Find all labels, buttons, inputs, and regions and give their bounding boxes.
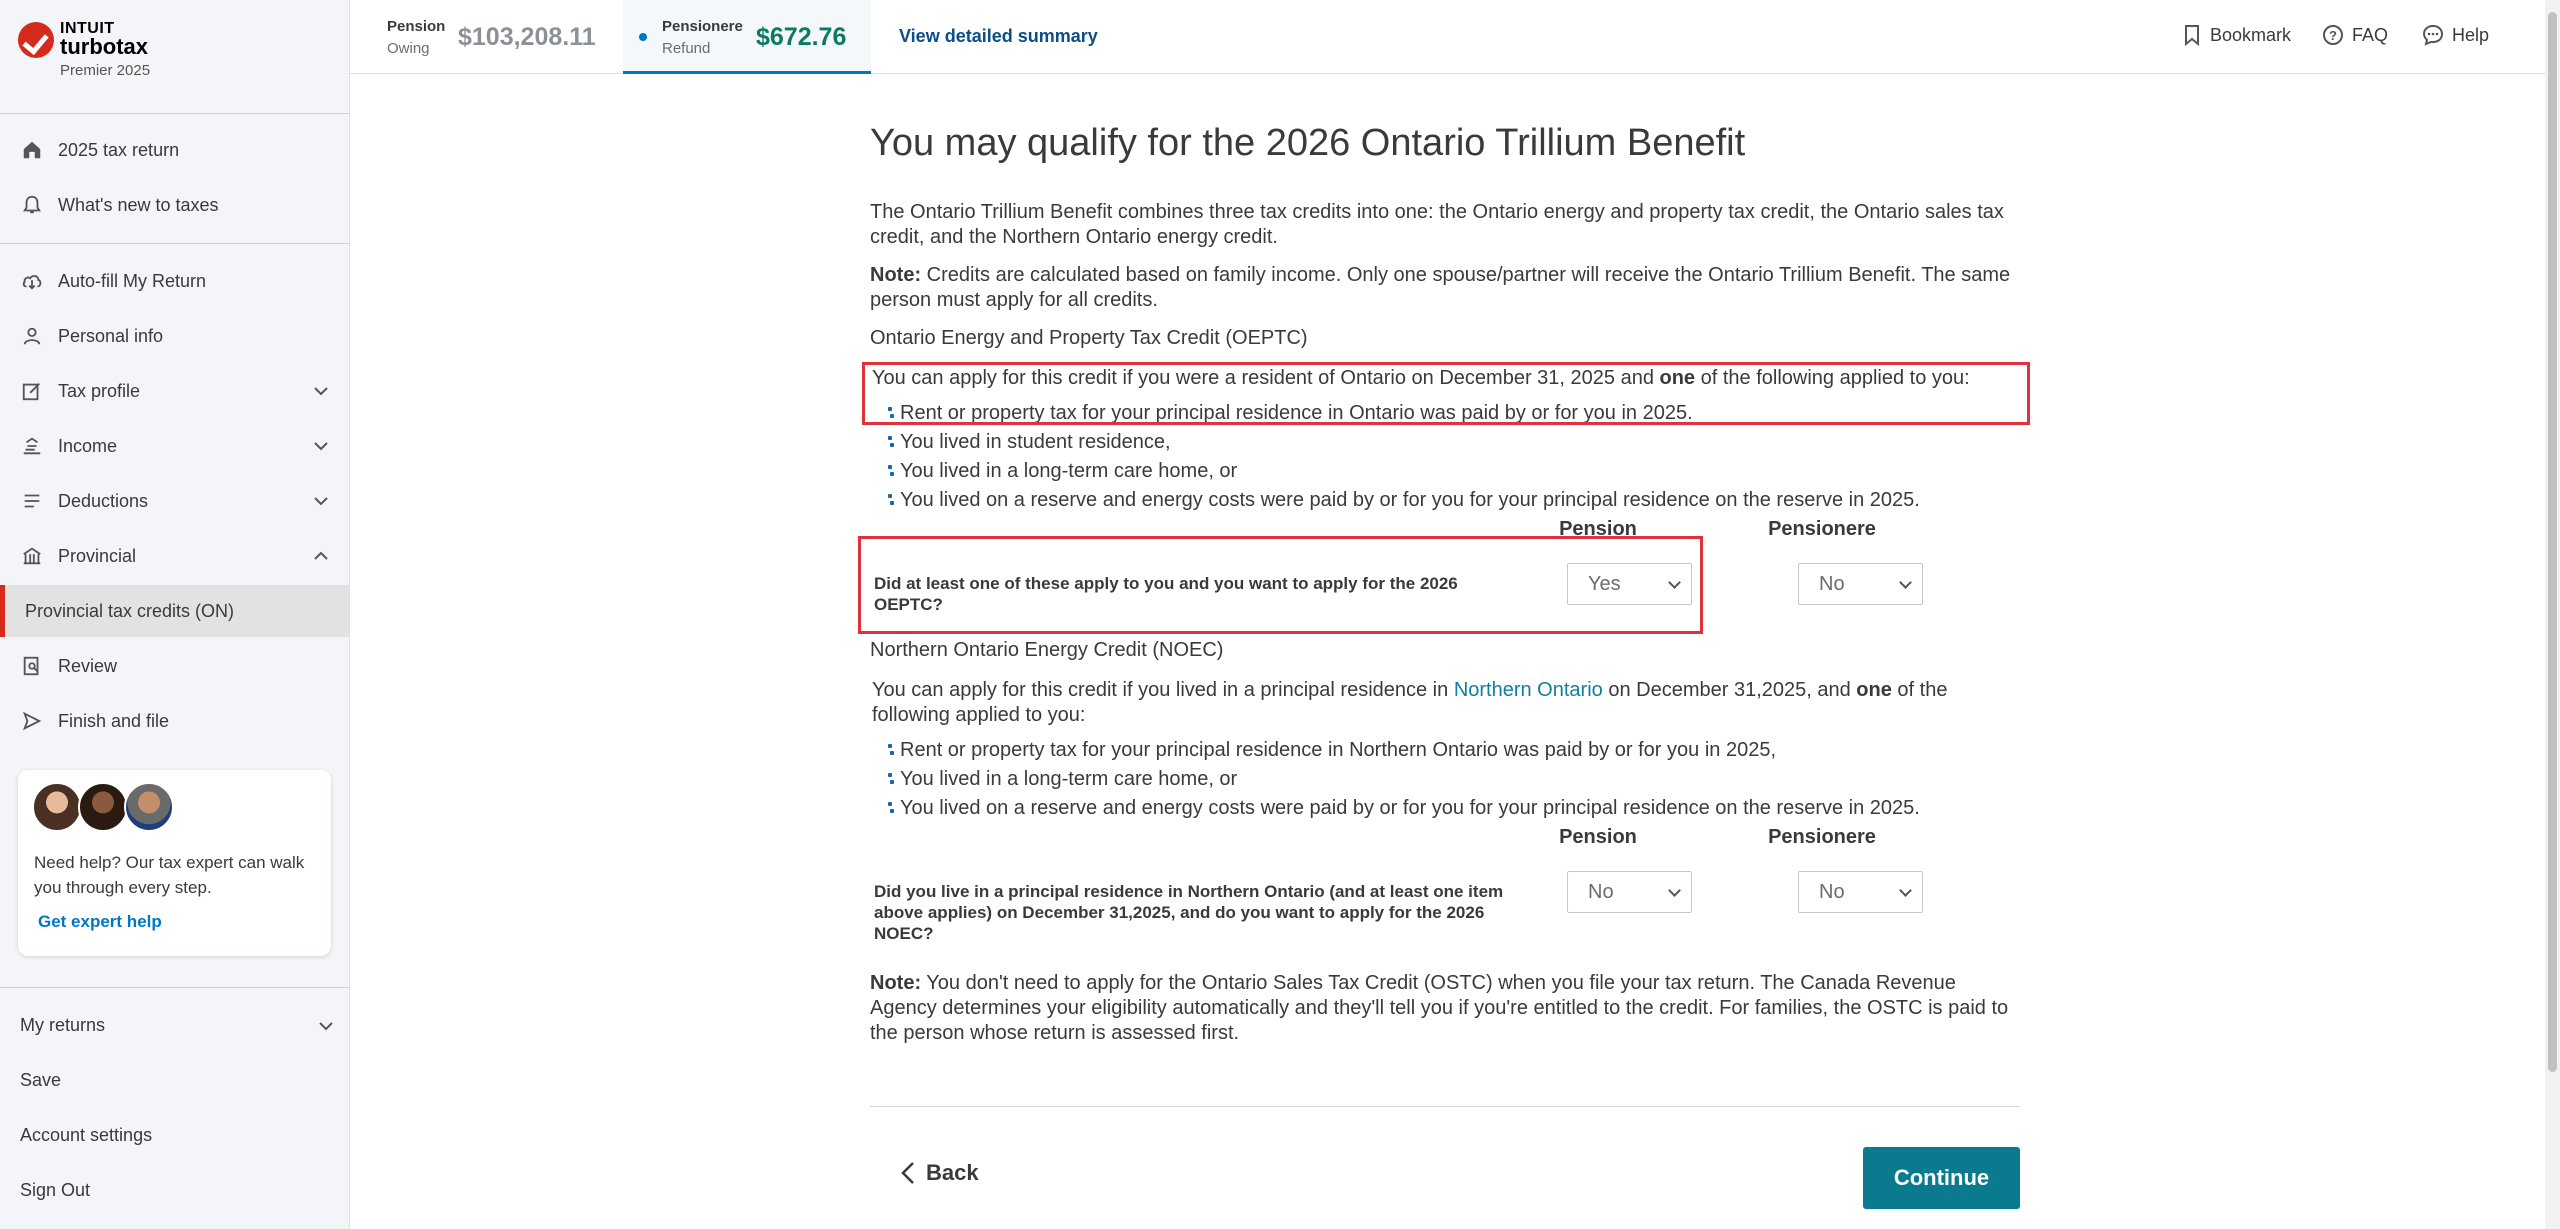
oeptc-pensionere-select[interactable] (1798, 563, 1923, 605)
sidebar-item-auto-fill[interactable] (0, 255, 349, 307)
help-button[interactable] (2422, 24, 2489, 46)
bullet-icon (888, 802, 896, 814)
sidebar-item-review[interactable] (0, 640, 349, 692)
list-item (900, 430, 1171, 455)
sidebar-divider (0, 113, 350, 114)
highlight-box (858, 536, 1703, 634)
pension-amount: $103,208.11 (458, 23, 596, 51)
pensionere-balance[interactable] (623, 0, 871, 74)
noec-lead (872, 678, 2020, 728)
sidebar-item-provincial-tax-credits[interactable] (0, 585, 349, 637)
bell-icon (20, 193, 44, 217)
help-card-text: Need help? Our tax expert can walk you through every step. (34, 853, 305, 897)
list-item-text: Rent or property tax for your principal residence in Ontario was paid by or for you in 2025. (900, 402, 1693, 424)
list-item-text: You lived in a long-term care home, or (900, 460, 1238, 482)
chevron-left-icon (900, 1160, 916, 1186)
sidebar-divider (0, 987, 350, 988)
highlight-box (862, 362, 2030, 425)
chevron-down-icon (314, 1014, 338, 1038)
select-value: No (1819, 880, 1845, 903)
sidebar-item-label: Deductions (58, 490, 149, 511)
my-returns-item[interactable] (20, 1015, 105, 1036)
sidebar-divider (0, 243, 350, 244)
list-item (900, 459, 1237, 484)
note-label: Note: (870, 264, 922, 286)
brand-product: turbotax (60, 34, 148, 59)
scrollbar[interactable] (2545, 0, 2560, 1229)
sidebar-item-tax-return[interactable] (0, 124, 349, 176)
sidebar-item-whats-new[interactable] (0, 179, 349, 231)
expert-avatars (32, 782, 170, 832)
sidebar-item-label: Finish and file (58, 710, 170, 731)
deductions-icon (20, 489, 44, 513)
pensionere-amount: $672.76 (756, 23, 847, 51)
bullet-icon (888, 773, 896, 785)
page-title: You may qualify for the 2026 Ontario Trillium Benefit (870, 122, 1746, 164)
pension-status: Owing (387, 40, 430, 57)
back-label: Back (926, 1160, 979, 1185)
sign-out-link[interactable]: Sign Out (20, 1180, 91, 1200)
chevron-down-icon (309, 489, 333, 513)
noec-heading: Northern Ontario Energy Credit (NOEC) (870, 639, 1224, 661)
pension-balance[interactable] (350, 0, 622, 74)
chevron-down-icon (309, 434, 333, 458)
cloud-download-icon (20, 269, 44, 293)
list-item-text: You lived on a reserve and energy costs were paid by or for you for your principal residence on the reserve in 2025. (900, 489, 1920, 511)
noec-lead-text: You can apply for this credit if you lived in a principal residence in (872, 679, 1454, 701)
sidebar-item-label: Provincial tax credits (ON) (25, 600, 235, 621)
bullet-icon (888, 465, 896, 477)
content-divider (870, 1106, 2020, 1107)
noec-lead-bold: one (1856, 679, 1892, 701)
column-header-pensionere: Pensionere (1768, 826, 1876, 848)
avatar (124, 782, 174, 832)
bookmark-button[interactable] (2182, 24, 2291, 46)
list-item-text: You lived on a reserve and energy costs were paid by or for you for your principal residence on the reserve in 2025. (900, 797, 1920, 819)
northern-ontario-link[interactable]: Northern Ontario (1453, 679, 1603, 701)
sidebar-item-label: Provincial (58, 545, 137, 566)
list-item (900, 796, 1920, 821)
chevron-down-icon (1899, 884, 1912, 897)
note-text: You don't need to apply for the Ontario Sales Tax Credit (OSTC) when you file your tax return. The Canada Revenue Agency determines your eligibility automatically and they'll tell you if you're entitled to the credit. For families, the OSTC is paid to the person whose return is assessed first. (870, 972, 2009, 1044)
bookmark-icon (2182, 24, 2202, 46)
svg-text:?: ? (2329, 28, 2337, 43)
column-header-pension: Pension (1559, 826, 1637, 848)
brand-intuit: INTUIT (60, 20, 115, 37)
sidebar-item-label: Personal info (58, 325, 164, 346)
chevron-down-icon (309, 379, 333, 403)
avatar (78, 782, 128, 832)
list-item-text: Rent or property tax for your principal residence in Northern Ontario was paid by or for you in 2025, (900, 739, 1776, 761)
noec-lead-text-end: of the following applied to you: (872, 679, 1948, 726)
list-item (900, 738, 1776, 763)
bullet-icon (888, 494, 896, 506)
column-header-pension: Pension (1559, 518, 1637, 540)
column-header-pensionere: Pensionere (1768, 518, 1876, 540)
active-dot-icon (639, 33, 647, 41)
turbotax-check-icon (18, 22, 54, 58)
chevron-up-icon (309, 544, 333, 568)
bookmark-label: Bookmark (2210, 24, 2292, 45)
sidebar-item-deductions[interactable] (0, 475, 349, 527)
select-value: Yes (1588, 572, 1621, 595)
review-icon (20, 654, 44, 678)
sidebar-item-label: Income (58, 435, 118, 456)
top-bar (350, 0, 2545, 74)
sidebar (0, 0, 350, 1229)
brand-edition: Premier 2025 (60, 62, 151, 79)
edit-icon (20, 379, 44, 403)
sidebar-item-label: Tax profile (58, 380, 141, 401)
sidebar-item-personal-info[interactable] (0, 310, 349, 362)
noec-pension-select[interactable] (1567, 871, 1692, 913)
sidebar-item-tax-profile[interactable] (0, 365, 349, 417)
list-item-text: You lived in a long-term care home, or (900, 768, 1238, 790)
chevron-down-icon (1668, 884, 1681, 897)
turbotax-logo[interactable] (18, 18, 318, 90)
note-text: Credits are calculated based on family income. Only one spouse/partner will receive the Ontario Trillium Benefit. The same person must apply for all credits. (870, 264, 2011, 311)
select-value: No (1588, 880, 1614, 903)
oeptc-lead-bold: one (1659, 367, 1696, 389)
sidebar-item-finish-and-file[interactable] (0, 695, 349, 747)
sidebar-item-label: Auto-fill My Return (58, 270, 207, 291)
question-circle-icon (2322, 24, 2344, 46)
chat-bubble-icon (2422, 24, 2444, 46)
account-settings-link[interactable]: Account settings (20, 1125, 153, 1145)
oeptc-lead-text-end: of the following applied to you: (1695, 367, 1970, 389)
continue-button[interactable]: Continue (1863, 1147, 2020, 1209)
sidebar-item-label: Review (58, 655, 118, 676)
ostc-note-paragraph (870, 971, 2020, 1046)
list-item (900, 767, 1237, 792)
send-icon (20, 709, 44, 733)
get-expert-help-link[interactable]: Get expert help (38, 912, 162, 931)
view-detailed-summary-link[interactable]: View detailed summary (899, 26, 1098, 46)
oeptc-lead-text: You can apply for this credit if you were a resident of Ontario on December 31, 2025 and (872, 367, 1660, 389)
save-link[interactable]: Save (20, 1070, 62, 1090)
pension-label: Pension (387, 18, 446, 35)
sidebar-item-provincial[interactable] (0, 530, 349, 582)
list-item (900, 488, 1920, 513)
expert-help-card (18, 770, 331, 956)
intro-paragraph: The Ontario Trillium Benefit combines three tax credits into one: the Ontario energy and property tax credit, the Ontario sales tax credit, and the Northern Ontario energy credit. (870, 201, 2004, 248)
faq-label: FAQ (2352, 24, 2389, 45)
sidebar-item-label: 2025 tax return (58, 139, 180, 160)
sidebar-item-label: What's new to taxes (58, 194, 219, 215)
chevron-down-icon (1899, 576, 1912, 589)
noec-pensionere-select[interactable] (1798, 871, 1923, 913)
bullet-icon (888, 436, 896, 448)
back-button[interactable] (900, 1160, 979, 1186)
income-icon (20, 434, 44, 458)
home-icon (20, 138, 44, 162)
list-item-text: You lived in student residence, (900, 431, 1171, 453)
oeptc-heading: Ontario Energy and Property Tax Credit (OEPTC) (870, 327, 1308, 349)
noec-lead-text-mid: on December 31,2025, and (1602, 679, 1857, 701)
scrollbar-thumb[interactable] (2548, 12, 2557, 1072)
person-icon (20, 324, 44, 348)
avatar (32, 782, 82, 832)
oeptc-question: Did at least one of these apply to you and you want to apply for the 2026 OEPTC? (874, 574, 1458, 614)
noec-question: Did you live in a principal residence in Northern Ontario (and at least one item above applies) on December 31,2025, and do you want to apply for the 2026 NOEC? (874, 882, 1504, 943)
pensionere-status: Refund (662, 40, 711, 57)
select-value: No (1819, 572, 1845, 595)
note-paragraph (870, 263, 2020, 313)
sidebar-item-income[interactable] (0, 420, 349, 472)
pensionere-label: Pensionere (662, 18, 743, 35)
help-label: Help (2452, 24, 2490, 45)
bullet-icon (888, 744, 896, 756)
my-returns-label: My returns (20, 1015, 106, 1035)
building-icon (20, 544, 44, 568)
faq-button[interactable] (2322, 24, 2388, 46)
note-label: Note: (870, 972, 922, 994)
